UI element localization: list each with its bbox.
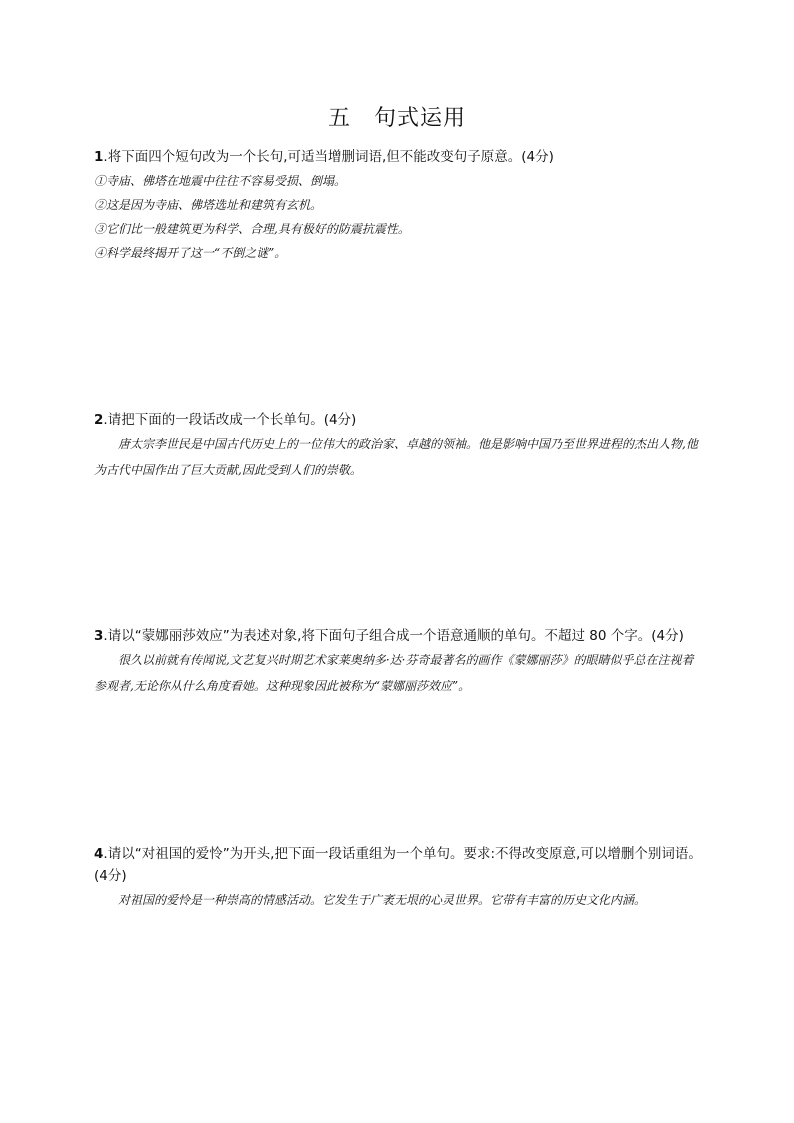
question-1-item-4: ④科学最终揭开了这一“不倒之谜”。 [94, 246, 287, 260]
question-2-title [94, 409, 704, 431]
question-1-number: 1 [94, 149, 104, 165]
question-3-passage: 很久以前就有传闻说,文艺复兴时期艺术家莱奥纳多·达·芬奇最著名的画作《蒙娜丽莎》的眼睛似乎总在注视着参观者,无论你从什么角度看她。这种现象因此被称为“蒙娜丽莎效应”。 [94, 653, 694, 693]
question-2-prompt: .请把下面的一段话改成一个长单句。(4分) [103, 412, 357, 428]
question-2-number: 2 [94, 412, 104, 428]
question-4-prompt: .请以“对祖国的爱怜”为开头,把下面一段话重组为一个单句。要求:不得改变原意,可以增删个别词语。(4分) [94, 846, 702, 884]
question-2-passage: 唐太宗李世民是中国古代历史上的一位伟大的政治家、卓越的领袖。他是影响中国乃至世界进程的杰出人物,他为古代中国作出了巨大贡献,因此受到人们的崇敬。 [94, 437, 698, 477]
question-4-number: 4 [94, 846, 104, 862]
question-1-items [94, 169, 698, 265]
question-1-item-1: ①寺庙、佛塔在地震中往往不容易受损、倒塌。 [94, 174, 347, 188]
question-3-number: 3 [94, 628, 104, 644]
question-4-passage: 对祖国的爱怜是一种崇高的情感活动。它发生于广袤无垠的心灵世界。它带有丰富的历史文化内涵。 [118, 893, 647, 907]
question-3-prompt: .请以“蒙娜丽莎效应”为表述对象,将下面句子组合成一个语意通顺的单句。不超过 80 个字。(4分) [103, 628, 684, 644]
question-1-item-3: ③它们比一般建筑更为科学、合理,具有极好的防震抗震性。 [94, 222, 410, 236]
page-title: 五 句式运用 [327, 106, 466, 131]
question-1-prompt: .将下面四个短句改为一个长句,可适当增删词语,但不能改变句子原意。(4分) [103, 149, 554, 165]
question-1-title [94, 146, 704, 168]
question-1-item-2: ②这是因为寺庙、佛塔选址和建筑有玄机。 [94, 198, 323, 212]
question-4-title [94, 843, 704, 887]
question-3-title [94, 625, 704, 647]
